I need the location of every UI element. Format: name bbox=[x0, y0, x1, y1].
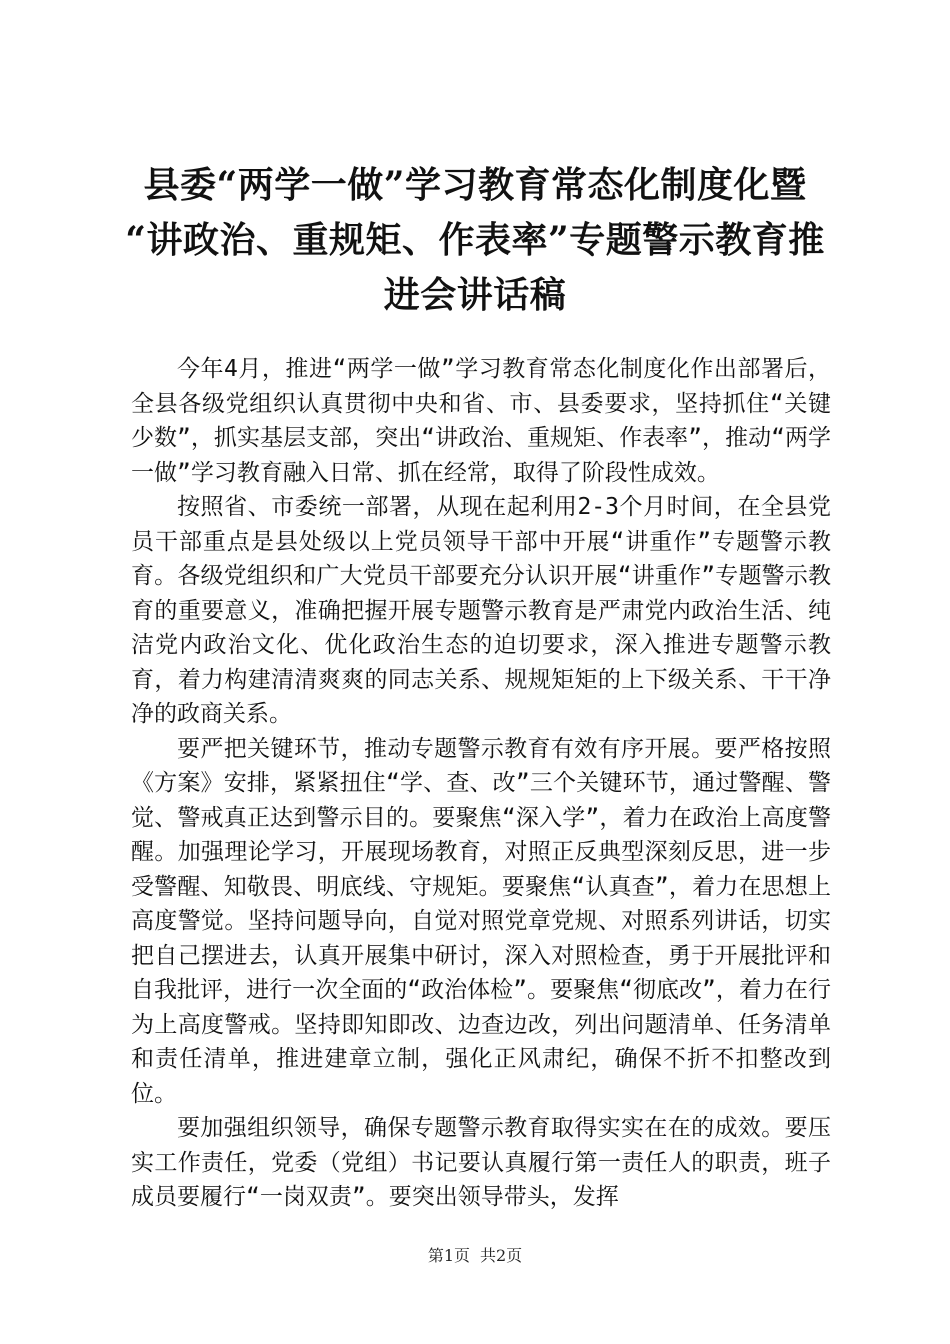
body-paragraph: 要加强组织领导，确保专题警示教育取得实实在在的成效。要压实工作责任，党委（党组）书记要认真履行第一责任人的职责，班子成员要履行“一岗双责”。要突出领导带头，发挥 bbox=[131, 1115, 831, 1210]
document-title bbox=[90, 158, 860, 323]
title-line: 县委“两学一做”学习教育常态化制度化暨 bbox=[143, 164, 807, 206]
title-line: 进会讲话稿 bbox=[383, 274, 567, 316]
body-paragraph: 按照省、市委统一部署，从现在起利用2-3个月时间，在全县党员干部重点是县处级以上党员领导干部中开展“讲重作”专题警示教育。各级党组织和广大党员干部要充分认识开展“讲重作”专题警示教育的重要意义，准确把握开展专题警示教育是严肃党内政治生活、纯洁党内政治文化、优化政治生态的迫切要求，深入推进专题警示教育，着力构建清清爽爽的同志关系、规规矩矩的上下级关系、干干净净的政商关系。 bbox=[131, 494, 831, 727]
title-line: “讲政治、重规矩、作表率”专题警示教育推 bbox=[125, 219, 825, 261]
page-total: 共2页 bbox=[480, 1246, 523, 1265]
page-number: 第1页 bbox=[427, 1246, 470, 1265]
body-paragraph: 要严把关键环节，推动专题警示教育有效有序开展。要严格按照《方案》安排，紧紧扭住“学、查、改”三个关键环节，通过警醒、警觉、警戒真正达到警示目的。要聚焦“深入学”，着力在政治上高度警醒。加强理论学习，开展现场教育，对照正反典型深刻反思，进一步受警醒、知敬畏、明底线、守规矩。要聚焦“认真查”，着力在思想上高度警觉。坚持问题导向，自觉对照党章党规、对照系列讲话，切实把自己摆进去，认真开展集中研讨，深入对照检查，勇于开展批评和自我批评，进行一次全面的“政治体检”。要聚焦“彻底改”，着力在行为上高度警戒。坚持即知即改、边查边改，列出问题清单、任务清单和责任清单，推进建章立制，强化正风肃纪，确保不折不扣整改到位。 bbox=[131, 735, 831, 1107]
body-paragraph: 今年4月，推进“两学一做”学习教育常态化制度化作出部署后，全县各级党组织认真贯彻中央和省、市、县委要求，坚持抓住“关键少数”，抓实基层支部，突出“讲政治、重规矩、作表率”，推动“两学一做”学习教育融入日常、抓在经常，取得了阶段性成效。 bbox=[131, 356, 831, 486]
document-body bbox=[131, 352, 831, 1215]
page-footer bbox=[0, 1243, 950, 1266]
